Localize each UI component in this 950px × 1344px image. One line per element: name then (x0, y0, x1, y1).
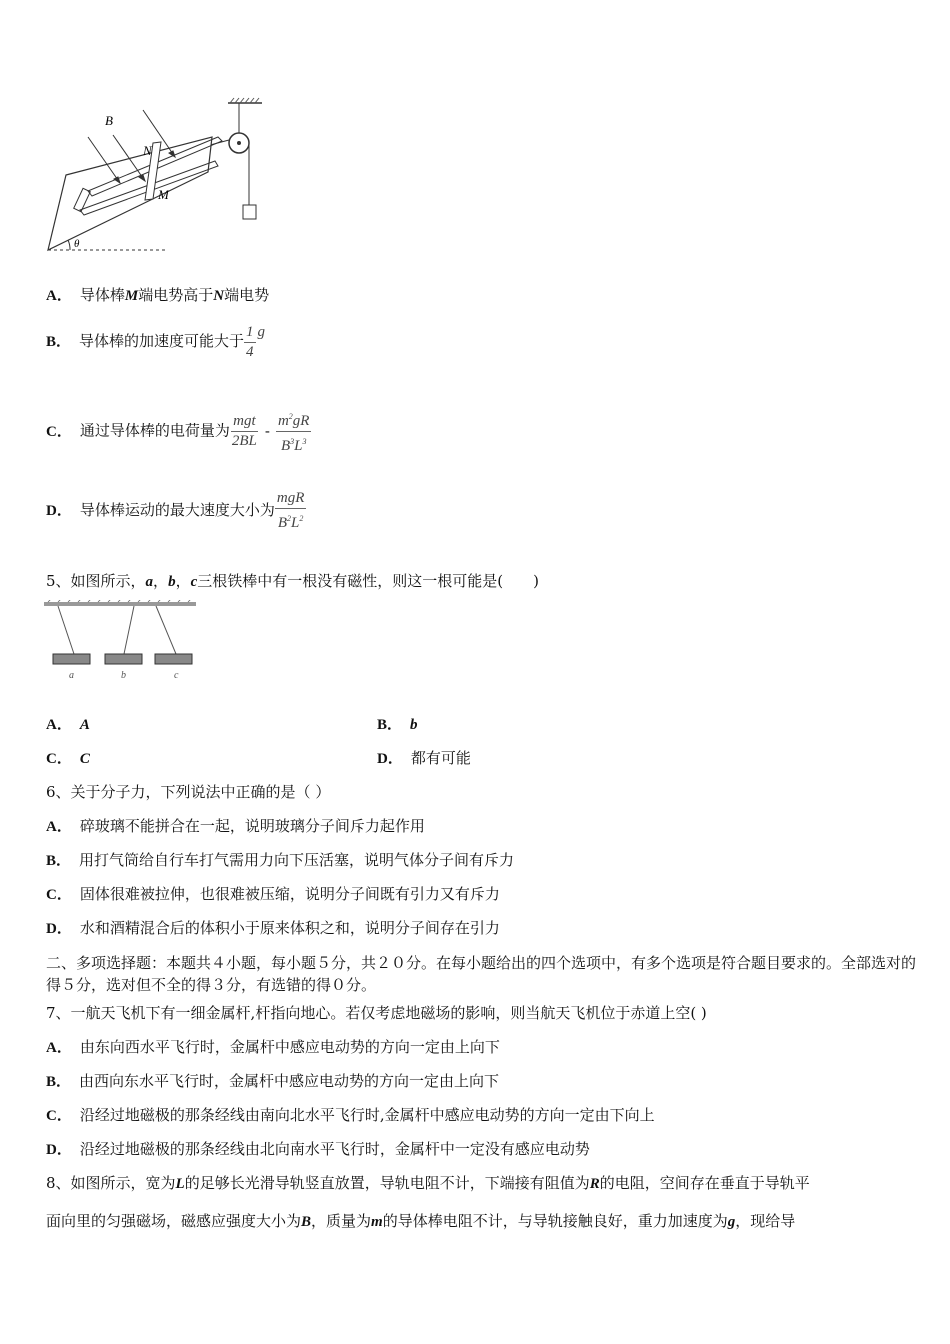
q8-stem-line1: 8、如图所示，宽为L的足够长光滑导轨竖直放置，导轨电阻不计，下端接有阻值为R的电阻，空间存在垂直于导轨平 (46, 1174, 810, 1192)
fraction-quarter: $\frac{1}{4}$ (246, 323, 254, 360)
q5-option-d: D． 都有可能 (377, 749, 471, 767)
q5-option-a: A． A (46, 717, 90, 733)
q6-option-b: B． 用打气筒给自行车打气需用力向下压活塞，说明气体分子间有斥力 (46, 851, 515, 869)
q6-stem: 6、关于分子力，下列说法中正确的是（ ） (46, 783, 331, 801)
label-theta: θ (74, 238, 80, 250)
q7-option-c: C． 沿经过地磁极的那条经线由南向北水平飞行时,金属杆中感应电动势的方向一定由下向上 (46, 1106, 655, 1124)
fraction-mgt: $\frac{\text{mgt}}{2BL}$ (231, 413, 257, 449)
incline-rail-figure (40, 95, 280, 260)
q7-stem: 7、一航天飞机下有一细金属杆,杆指向地心。若仅考虑地磁场的影响，则当航天飞机位于赤道上空( ) (46, 1004, 707, 1022)
iron-bars-figure (44, 600, 199, 682)
q7-option-b: B． 由西向东水平飞行时，金属杆中感应电动势的方向一定由上向下 (46, 1072, 500, 1090)
q5-stem: 5、如图所示，a，b，c三根铁棒中有一根没有磁性，则这一根可能是( ) (46, 572, 539, 590)
bar-label-b: b (121, 670, 126, 681)
q4-option-a: A． 导体棒M端电势高于N端电势 (46, 286, 270, 304)
q6-option-c: C． 固体很难被拉伸，也很难被压缩，说明分子间既有引力又有斥力 (46, 885, 500, 903)
section-2-heading: 二、多项选择题：本题共４小题，每小题５分，共２０分。在每小题给出的四个选项中，有多个选项是符合题目要求的。全部选对的得５分，选对但不全的得３分，有选错的得０分。 (46, 954, 917, 994)
bar-label-a: a (69, 670, 74, 681)
q5-option-b: B． b (377, 717, 418, 733)
q8-stem-line2: 面向里的匀强磁场，磁感应强度大小为B，质量为m的导体棒电阻不计，与导轨接触良好，重力加速度为g，现给导 (46, 1212, 796, 1230)
q4-option-c: C． 通过导体棒的电荷量为 $\frac{\text{mgt}}{2BL}$ - $\frac{m^2gR}{B^3L^3}$ (46, 408, 311, 455)
q4-option-b: B． 导体棒的加速度可能大于 $\frac{1}{4}$ g (46, 323, 266, 360)
q6-option-a: A． 碎玻璃不能拼合在一起，说明玻璃分子间斥力起作用 (46, 817, 425, 835)
label-B: B (105, 113, 113, 128)
label-M: M (158, 187, 169, 202)
fraction-m2gR: $\frac{m^2gR}{B^3L^3}$ (276, 408, 312, 455)
bar-label-c: c (174, 670, 179, 681)
q4-option-d: D． 导体棒运动的最大速度大小为 $\frac{\text{mgR}}{B^2L^2}$ (46, 490, 305, 531)
label-N: N (143, 143, 152, 158)
q7-option-d: D． 沿经过地磁极的那条经线由北向南水平飞行时，金属杆中一定没有感应电动势 (46, 1140, 590, 1158)
q6-option-d: D． 水和酒精混合后的体积小于原来体积之和，说明分子间存在引力 (46, 919, 500, 937)
q7-option-a: A． 由东向西水平飞行时，金属杆中感应电动势的方向一定由上向下 (46, 1038, 500, 1056)
fraction-mgR: $\frac{\text{mgR}}{B^2L^2}$ (276, 490, 305, 531)
q5-option-c: C． C (46, 751, 90, 767)
